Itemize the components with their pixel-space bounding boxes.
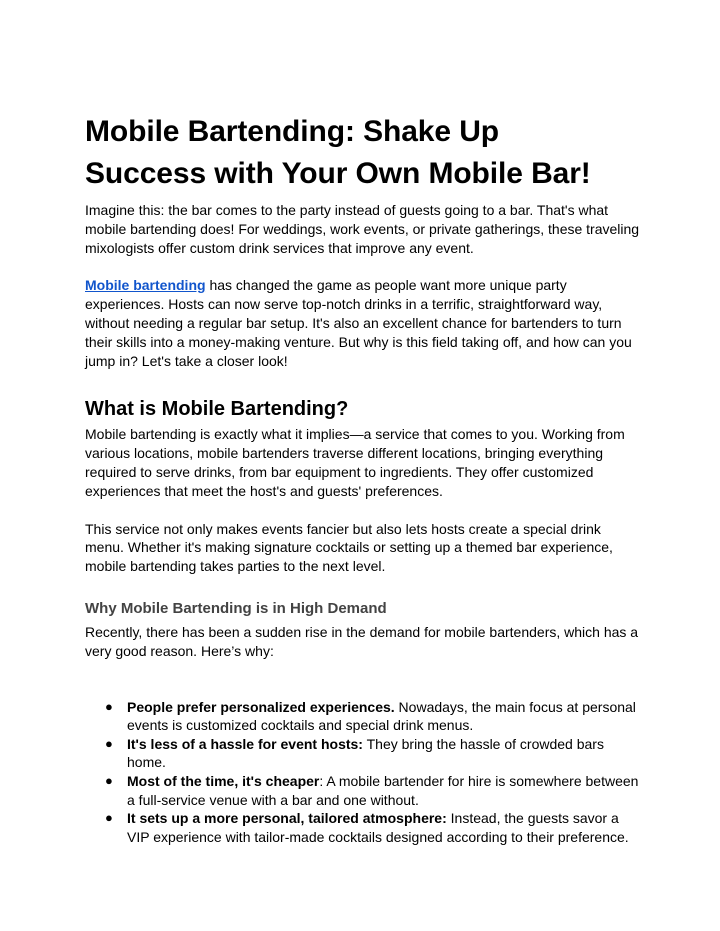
title-line-1: Mobile Bartending: Shake Up bbox=[85, 115, 500, 148]
list-item bbox=[85, 735, 640, 772]
list-item-text: : A mobile bartender for hire is somewhere between a full-service venue with a bar and one without. bbox=[127, 772, 639, 808]
bullet-icon: ● bbox=[105, 810, 113, 826]
title-line-2: Success with Your Own Mobile Bar! bbox=[85, 157, 591, 190]
list-item-bold: It sets up a more personal, tailored atmosphere: bbox=[127, 810, 447, 827]
high-demand-paragraph: Recently, there has been a sudden rise in the demand for mobile bartenders, which has a very good reason. Here’s why: bbox=[85, 623, 639, 659]
mobile-bartending-paragraph bbox=[85, 276, 640, 370]
subheading-high-demand: Why Mobile Bartending is in High Demand bbox=[85, 599, 387, 617]
list-item-text: Instead, the guests savor a VIP experience with tailor-made cocktails designed according to their preference. bbox=[127, 810, 629, 845]
list-item-bold: People prefer personalized experiences. bbox=[127, 698, 395, 715]
list-item bbox=[85, 772, 640, 809]
intro-paragraph: Imagine this: the bar comes to the party instead of guests going to a bar. That's what mobile bartending does! For weddings, work events, or private gatherings, these traveling mixologists offer custom drink services that improve any event. bbox=[85, 202, 640, 256]
list-item-bold: It's less of a hassle for event hosts: bbox=[127, 735, 363, 752]
bullet-icon: ● bbox=[105, 772, 113, 788]
mobile-bartending-link[interactable]: Mobile bartending bbox=[85, 277, 206, 294]
list-item bbox=[85, 809, 640, 846]
list-item-text: They bring the hassle of crowded bars home. bbox=[127, 735, 604, 771]
page-title bbox=[85, 111, 640, 195]
section-heading-what-is: What is Mobile Bartending? bbox=[85, 398, 349, 421]
reasons-list bbox=[85, 698, 640, 847]
list-item-text: Nowadays, the main focus at personal events is customized cocktails and special drink menus. bbox=[127, 698, 636, 734]
bullet-icon: ● bbox=[105, 698, 113, 714]
list-item bbox=[85, 698, 640, 735]
list-item-bold: Most of the time, it's cheaper bbox=[127, 772, 320, 789]
what-is-paragraph-1: Mobile bartending is exactly what it implies—a service that comes to you. Working from various locations, mobile bartenders traverse different locations, bringing everything required to serve drinks, from bar equipment to ingredients. They offer customized experiences that meet the host's and guests' preferences. bbox=[85, 426, 625, 499]
paragraph-text: has changed the game as people want more unique party experiences. Hosts can now serve top-notch drinks in a terrific, straightforward way, without needing a regular bar setup. It's also an excellent chance for bartenders to turn their skills into a money-making venture. But why is this field taking off, and how can you jump in? Let's take a closer look! bbox=[85, 277, 632, 369]
what-is-paragraph-2: This service not only makes events fancier but also lets hosts create a special drink menu. Whether it's making signature cocktails or setting up a themed bar experience, mobile bartending takes parties to the next level. bbox=[85, 520, 613, 575]
bullet-icon: ● bbox=[105, 735, 113, 751]
document-page bbox=[85, 111, 640, 846]
